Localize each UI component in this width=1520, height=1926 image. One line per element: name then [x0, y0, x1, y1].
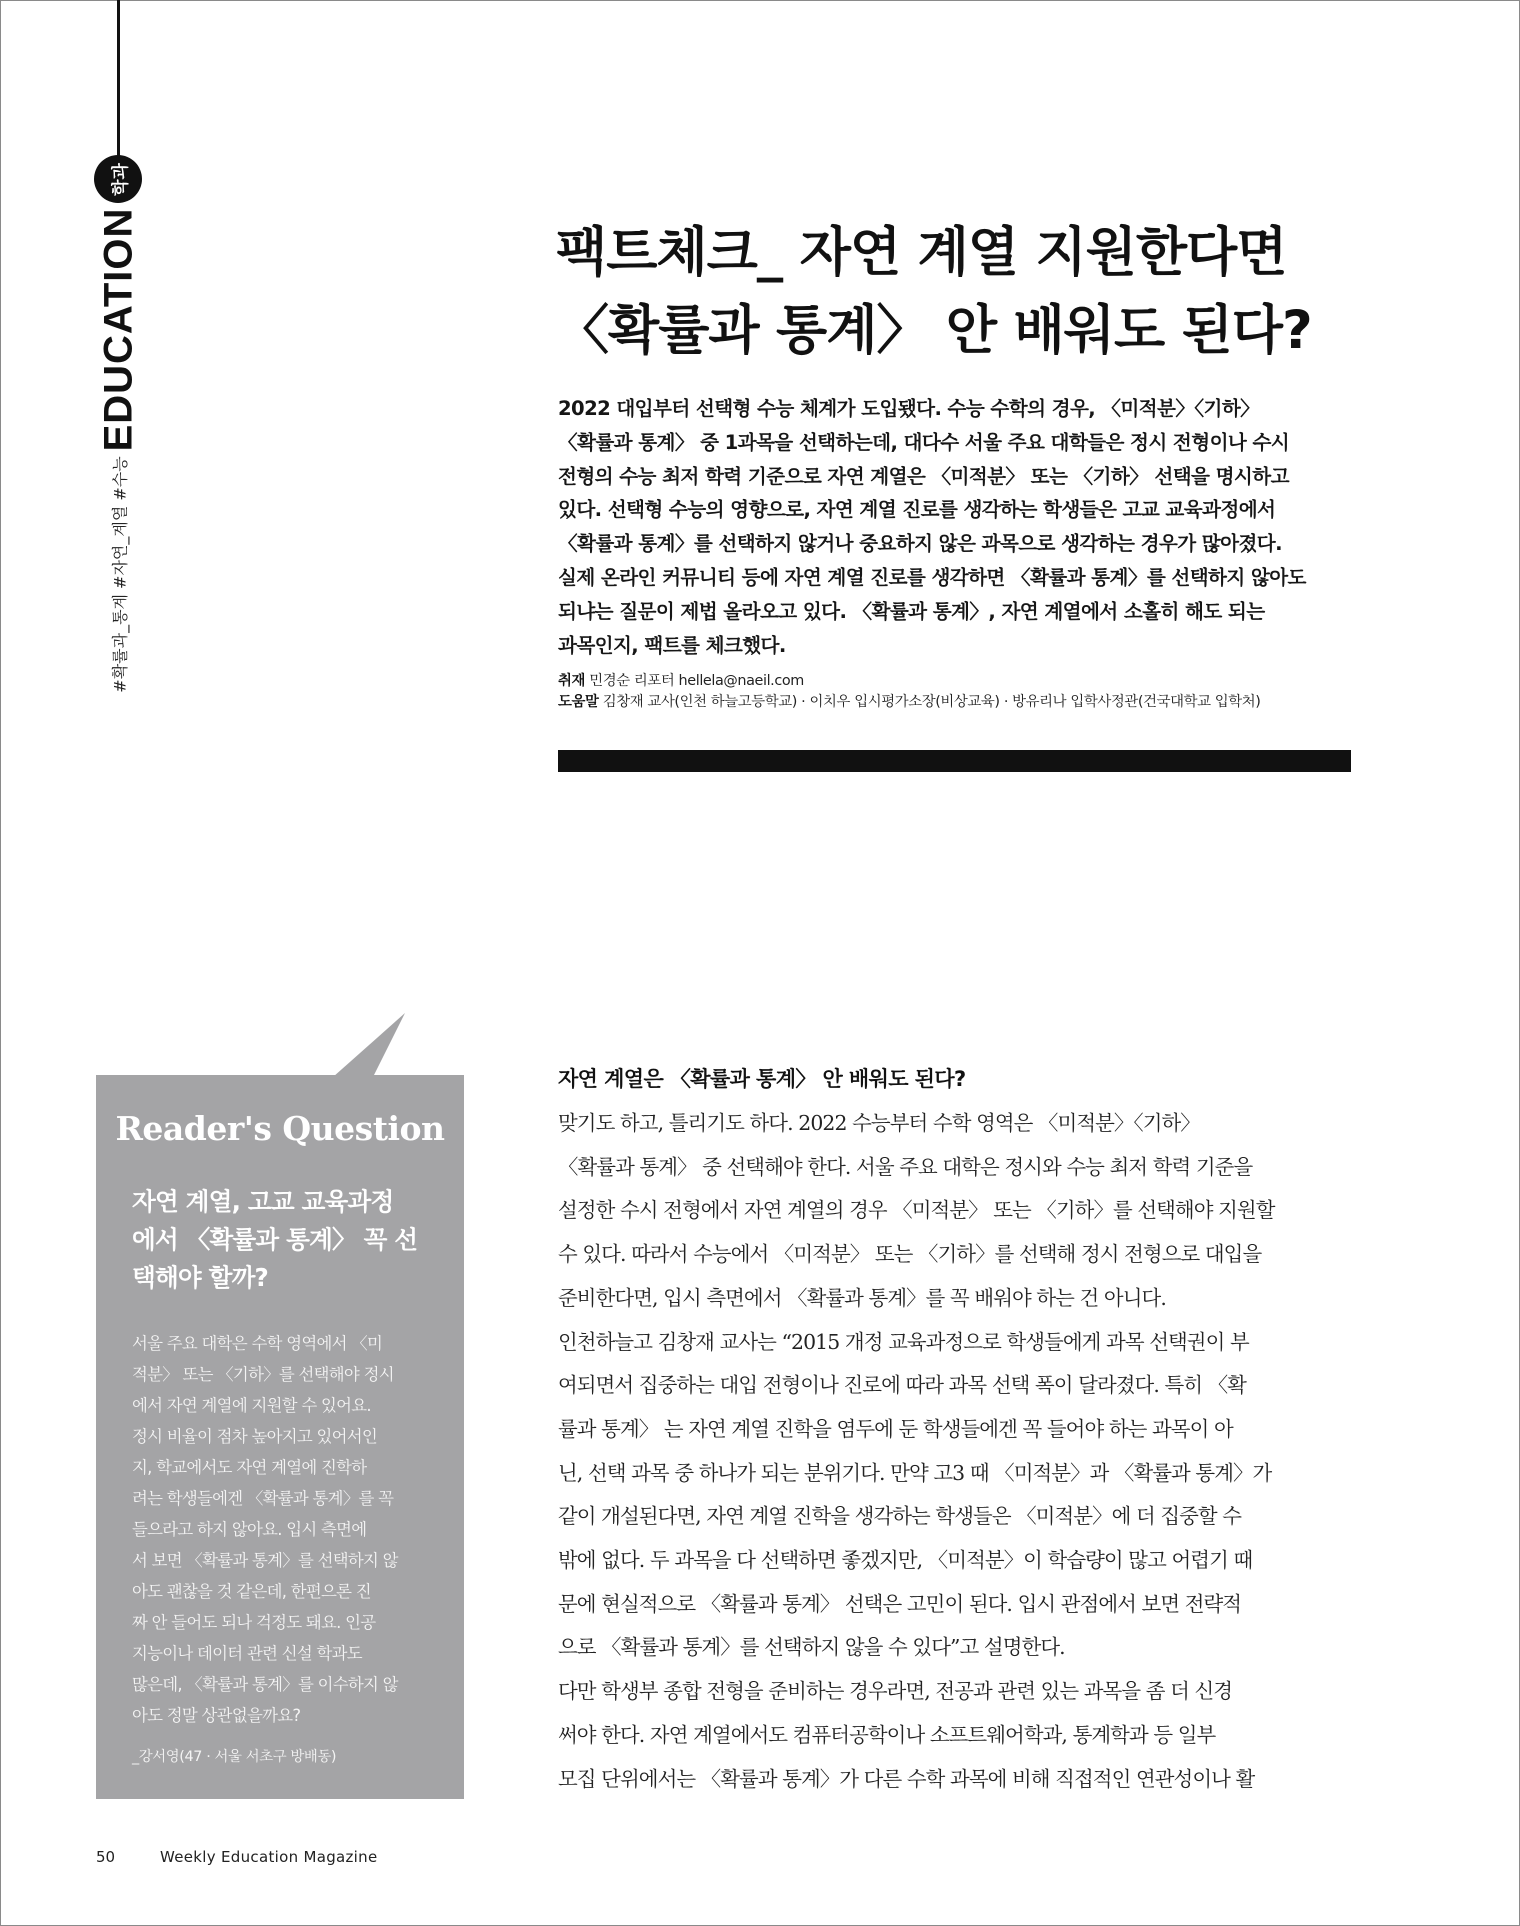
readers-question-body	[132, 1328, 452, 1731]
rq-body-line: 정시 비율이 점차 높아지고 있어서인	[132, 1427, 378, 1446]
vertical-rule	[117, 0, 120, 162]
article-line: 모집 단위에서는 〈확률과 통계〉가 다른 수학 과목에 비해 직접적인 연관성이나 활	[558, 1766, 1255, 1791]
rq-body-line: 에서 자연 계열에 지원할 수 있어요.	[132, 1396, 371, 1415]
rq-body-line: 짜 안 들어도 되나 걱정도 돼요. 인공	[132, 1613, 376, 1632]
rq-body-line: 아도 정말 상관없을까요?	[132, 1706, 301, 1725]
article-line: 인천하늘고 김창재 교사는 “2015 개정 교육과정으로 학생들에게 과목 선택권이 부	[558, 1329, 1249, 1354]
speech-bubble-tail	[333, 1013, 413, 1077]
rq-body-line: 많은데, 〈확률과 통계〉를 이수하지 않	[132, 1675, 398, 1694]
article-line: 써야 한다. 자연 계열에서도 컴퓨터공학이나 소프트웨어학과, 통계학과 등 일부	[558, 1722, 1216, 1747]
rq-body-line: 지능이나 데이터 관련 신설 학과도	[132, 1644, 362, 1663]
lead-line: 〈확률과 통계〉를 선택하지 않거나 중요하지 않은 과목으로 생각하는 경우가 많아졌다.	[558, 532, 1282, 556]
article-line: 맞기도 하고, 틀리기도 하다. 2022 수능부터 수학 영역은 〈미적분〉〈기하〉	[558, 1111, 1200, 1135]
rq-body-line: 들으라고 하지 않아요. 입시 측면에	[132, 1520, 367, 1539]
lead-line: 전형의 수능 최저 학력 기준으로 자연 계열은 〈미적분〉 또는 〈기하〉 선택을 명시하고	[558, 464, 1289, 488]
article-line: 닌, 선택 과목 중 하나가 되는 분위기다. 만약 고3 때 〈미적분〉과 〈확률과 통계〉가	[558, 1460, 1272, 1485]
reporter-label: 취재	[558, 673, 586, 689]
credits	[558, 671, 1358, 713]
section-label: 학과	[110, 162, 131, 196]
readers-question-box	[96, 1075, 464, 1799]
category-label	[96, 207, 141, 451]
lead-line: 있다. 선택형 수능의 영향으로, 자연 계열 진로를 생각하는 학생들은 고교 교육과정에서	[558, 498, 1276, 522]
rq-title-line: 택해야 할까?	[132, 1263, 269, 1292]
headline-line: 팩트체크_ 자연 계열 지원한다면	[556, 222, 1287, 283]
magazine-name: Weekly Education Magazine	[160, 1848, 378, 1866]
article-line: 률과 통계〉 는 자연 계열 진학을 염두에 둔 학생들에겐 꼭 들어야 하는 과목이 아	[558, 1416, 1233, 1441]
readers-question-title	[132, 1183, 452, 1297]
help-credit	[558, 692, 1358, 713]
article-line: 수 있다. 따라서 수능에서 〈미적분〉 또는 〈기하〉를 선택해 정시 전형으로 대입을	[558, 1242, 1262, 1267]
article-line: 밖에 없다. 두 과목을 다 선택하면 좋겠지만, 〈미적분〉이 학습량이 많고 어렵기 때	[558, 1548, 1253, 1573]
lead-line: 실제 온라인 커뮤니티 등에 자연 계열 진로를 생각하면 〈확률과 통계〉를 선택하지 않아도	[558, 565, 1306, 589]
rq-body-line: 아도 괜찮을 것 같은데, 한편으론 진	[132, 1582, 371, 1601]
headline	[556, 214, 1356, 370]
help-label: 도움말	[558, 694, 599, 710]
article-line: 여되면서 집중하는 대입 전형이나 진로에 따라 과목 선택 폭이 달라졌다. 특히 〈확	[558, 1373, 1246, 1398]
lead-paragraph	[558, 392, 1358, 662]
article-line: 문에 현실적으로 〈확률과 통계〉 선택은 고민이 된다. 입시 관점에서 보면 전략적	[558, 1591, 1242, 1616]
lead-line: 2022 대입부터 선택형 수능 체계가 도입됐다. 수능 수학의 경우, 〈미적분〉〈기하〉	[558, 397, 1260, 420]
help-names: 김창재 교사(인천 하늘고등학교) · 이치우 입시평가소장(비상교육) · 방유리나 입학사정관(건국대학교 입학처)	[602, 694, 1261, 710]
reporter-credit	[558, 671, 1358, 692]
reporter-name: 민경순 리포터 hellela@naeil.com	[589, 673, 804, 689]
lead-line: 과목인지, 팩트를 체크했다.	[558, 633, 786, 657]
rq-title-line: 자연 계열, 고교 교육과정	[132, 1187, 394, 1216]
section-badge	[94, 155, 142, 203]
rq-body-line: 려는 학생들에겐 〈확률과 통계〉를 꼭	[132, 1489, 394, 1508]
rq-body-line: 서울 주요 대학은 수학 영역에서 〈미	[132, 1334, 383, 1353]
rq-body-line: 서 보면 〈확률과 통계〉를 선택하지 않	[132, 1551, 398, 1570]
readers-question-heading: Reader's Question	[115, 1109, 445, 1148]
rq-title-line: 에서 〈확률과 통계〉 꼭 선	[132, 1225, 418, 1254]
rq-body-line: 적분〉 또는 〈기하〉를 선택해야 정시	[132, 1365, 394, 1384]
hashtags	[105, 448, 133, 700]
article-line: 다만 학생부 종합 전형을 준비하는 경우라면, 전공과 관련 있는 과목을 좀 더 신경	[558, 1679, 1233, 1704]
article-line: 설정한 수시 전형에서 자연 계열의 경우 〈미적분〉 또는 〈기하〉를 선택해야 지원할	[558, 1198, 1275, 1223]
article-line: 〈확률과 통계〉 중 선택해야 한다. 서울 주요 대학은 정시와 수능 최저 학력 기준을	[558, 1154, 1253, 1179]
category-text: EDUCATION	[96, 207, 141, 451]
lead-line: 〈확률과 통계〉 중 1과목을 선택하는데, 대다수 서울 주요 대학들은 정시 전형이나 수시	[558, 430, 1290, 454]
lead-line: 되냐는 질문이 제법 올라오고 있다. 〈확률과 통계〉, 자연 계열에서 소홀히 해도 되는	[558, 599, 1265, 623]
article-line: 준비한다면, 입시 측면에서 〈확률과 통계〉를 꼭 배워야 하는 건 아니다.	[558, 1285, 1166, 1310]
hashtags-text: #확률과_통계 #자연_계열 #수능	[110, 455, 130, 693]
article-body	[558, 1102, 1358, 1801]
headline-line: 〈확률과 통계〉 안 배워도 된다?	[556, 300, 1312, 361]
article-line: 같이 개설된다면, 자연 계열 진학을 생각하는 학생들은 〈미적분〉에 더 집중할 수	[558, 1504, 1242, 1529]
article-section-title: 자연 계열은 〈확률과 통계〉 안 배워도 된다?	[558, 1067, 966, 1091]
rq-body-line: 지, 학교에서도 자연 계열에 진학하	[132, 1458, 367, 1477]
page-number: 50	[96, 1848, 116, 1866]
divider-bar	[558, 750, 1351, 772]
readers-question-signature: _강서영(47 · 서울 서초구 방배동)	[132, 1749, 337, 1765]
article-line: 으로 〈확률과 통계〉를 선택하지 않을 수 있다”고 설명한다.	[558, 1635, 1065, 1660]
